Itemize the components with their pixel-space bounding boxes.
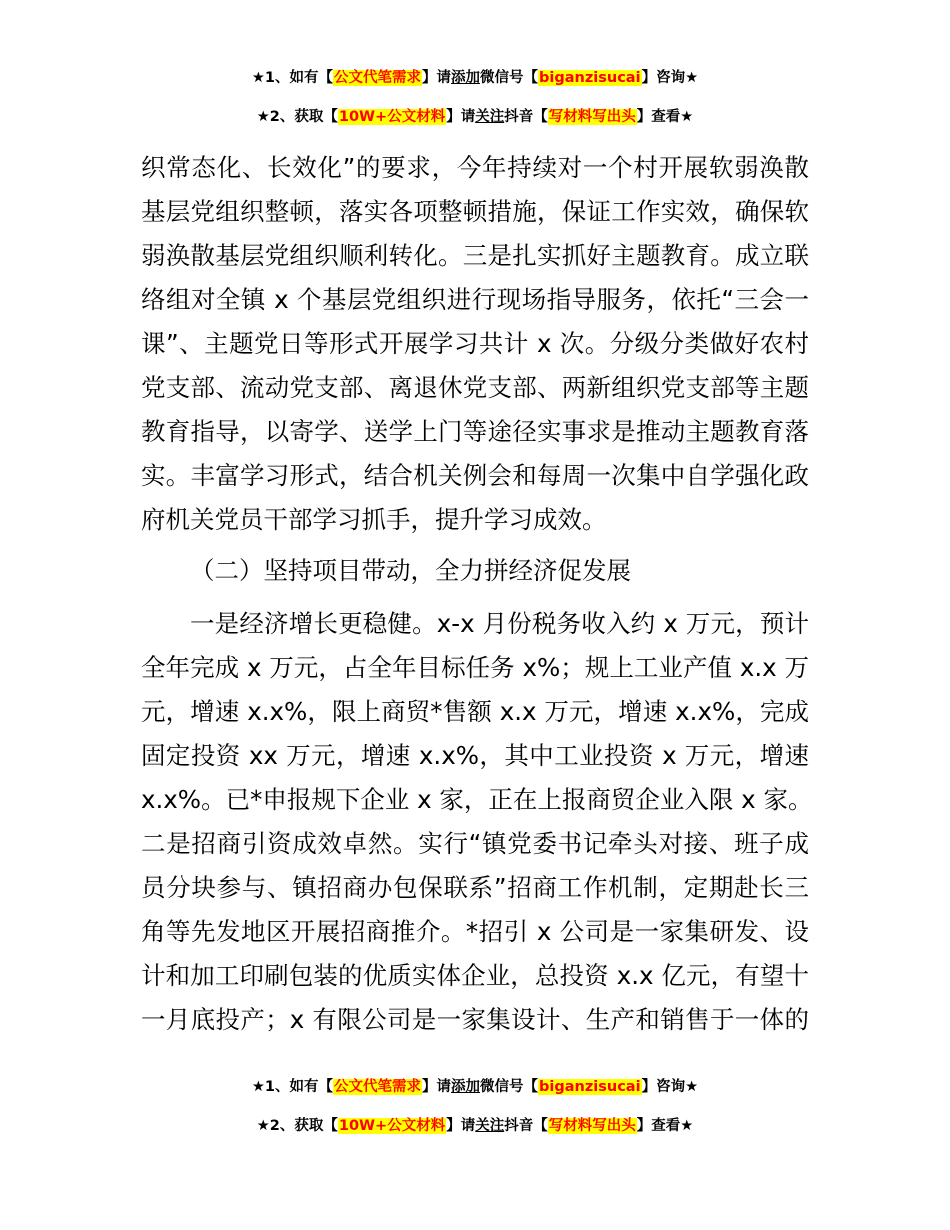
body-line: 实。丰富学习形式，结合机关例会和每周一次集中自学强化政 [141,461,809,490]
banner-highlight-douyin-account: 写材料写出头 [548,1118,636,1134]
banner-text: 】请 [422,1079,452,1095]
banner-text: 】请 [446,1118,476,1134]
body-line: 教育指导，以寄学、送学上门等途径实事求是推动主题教育落 [141,417,809,446]
banner-highlight-douyin-account: 写材料写出头 [548,109,636,125]
banner-highlight-ghostwriting: 公文代笔需求 [334,1079,422,1095]
body-line: 计和加工印刷包装的优质实体企业，总投资 x.x 亿元，有望十 [141,961,809,990]
body-line: x.x%。已*申报规下企业 x 家，正在上报商贸企业入限 x 家。 [141,785,813,814]
footer-banner-line-1 [0,1076,950,1098]
body-line: 员分块参与、镇招商办包保联系”招商工作机制，定期赴长三 [141,873,809,902]
body-line: 一月底投产；x 有限公司是一家集设计、生产和销售于一体的 [141,1005,809,1034]
body-line: 络组对全镇 x 个基层党组织进行现场指导服务，依托“三会一 [141,285,809,314]
banner-underlined-follow: 关注 [475,109,505,125]
banner-prefix: ★2、获取【 [256,1118,338,1134]
body-line: 课”、主题党日等形式开展学习共计 x 次。分级分类做好农村 [141,329,809,358]
banner-suffix: 】查看★ [636,1118,694,1134]
banner-suffix: 】查看★ [636,109,694,125]
banner-text: 微信号【 [480,1079,539,1095]
body-line: 基层党组织整顿，落实各项整顿措施，保证工作实效，确保软 [141,197,809,226]
body-line: 固定投资 xx 万元，增速 x.x%，其中工业投资 x 万元，增速 [141,741,809,770]
footer-banner-line-2 [0,1115,950,1137]
banner-underlined-add: 添加 [451,1079,481,1095]
banner-highlight-wechat-id: biganzisucai [539,70,641,86]
banner-highlight-wechat-id: biganzisucai [539,1079,641,1095]
banner-highlight-ghostwriting: 公文代笔需求 [334,70,422,86]
body-line: 元，增速 x.x%，限上商贸*售额 x.x 万元，增速 x.x%，完成 [141,697,809,726]
body-line: 织常态化、长效化”的要求，今年持续对一个村开展软弱涣散 [141,153,809,182]
body-line: 府机关党员干部学习抓手，提升学习成效。 [141,505,607,534]
banner-highlight-materials: 10W+公文材料 [338,109,446,125]
body-line: 二是招商引资成效卓然。实行“镇党委书记牵头对接、班子成 [141,829,809,858]
banner-suffix: 】咨询★ [641,70,699,86]
banner-text: 微信号【 [480,70,539,86]
banner-underlined-add: 添加 [451,70,481,86]
body-line: 角等先发地区开展招商推介。*招引 x 公司是一家集研发、设 [141,917,809,946]
banner-suffix: 】咨询★ [641,1079,699,1095]
banner-text: 抖音【 [504,1118,548,1134]
banner-text: 】请 [422,70,452,86]
banner-prefix: ★1、如有【 [251,70,334,86]
body-line: 全年完成 x 万元，占全年目标任务 x%；规上工业产值 x.x 万 [141,653,809,682]
body-line: 一是经济增长更稳健。x-x 月份税务收入约 x 万元，预计 [190,609,809,638]
banner-underlined-follow: 关注 [475,1118,505,1134]
banner-text: 】请 [446,109,476,125]
section-heading: （二）坚持项目带动，全力拼经济促发展 [190,556,631,585]
body-line: 党支部、流动党支部、离退休党支部、两新组织党支部等主题 [141,373,809,402]
banner-prefix: ★1、如有【 [251,1079,334,1095]
banner-prefix: ★2、获取【 [256,109,338,125]
body-line: 弱涣散基层党组织顺利转化。三是扎实抓好主题教育。成立联 [141,241,809,270]
banner-text: 抖音【 [504,109,548,125]
banner-highlight-materials: 10W+公文材料 [338,1118,446,1134]
